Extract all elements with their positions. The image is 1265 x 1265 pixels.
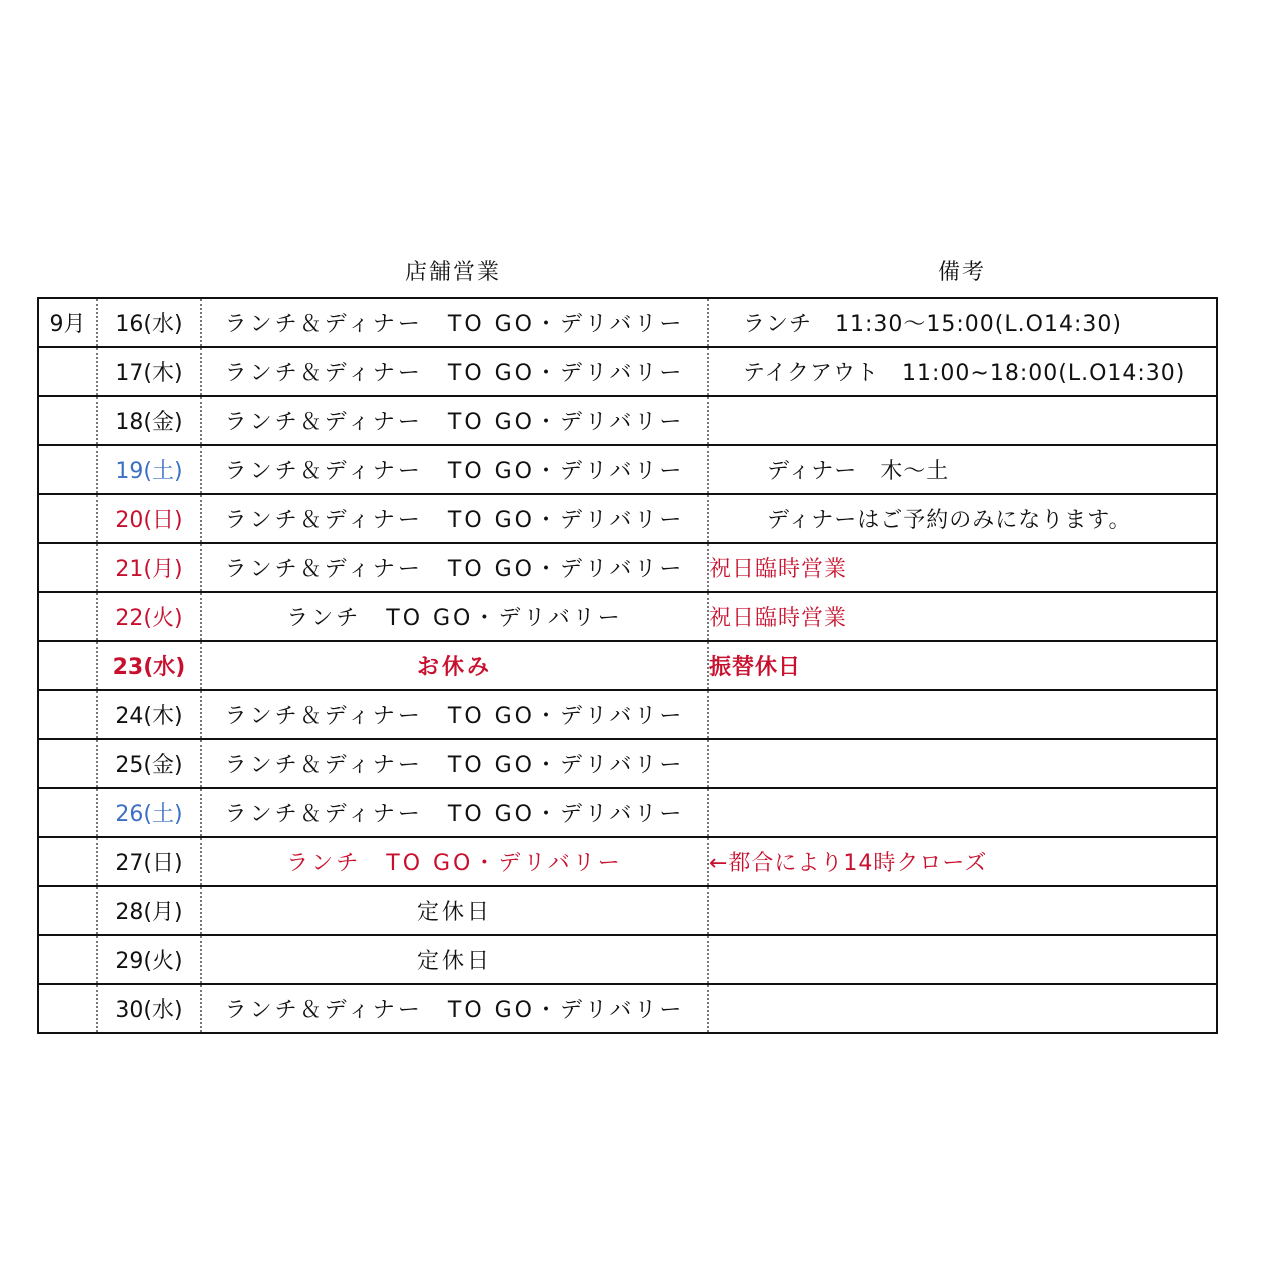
store-hours-cell: ランチ＆ディナー TO GO・デリバリー [201,543,708,592]
day-cell: 17(木) [97,347,201,396]
month-cell: 9月 [38,298,97,347]
day-cell: 21(月) [97,543,201,592]
header-notes: 備考 [938,260,987,285]
table-row [38,298,1217,347]
table-row [38,396,1217,445]
day-cell: 29(火) [97,935,201,984]
notes-cell [708,396,1217,445]
notes-cell: 祝日臨時営業 [708,543,1217,592]
month-cell [38,984,97,1033]
notes-cell [708,690,1217,739]
store-hours-cell: ランチ＆ディナー TO GO・デリバリー [201,690,708,739]
month-cell [38,543,97,592]
store-hours-cell: ランチ＆ディナー TO GO・デリバリー [201,494,708,543]
notes-cell: 振替休日 [708,641,1217,690]
table-row [38,837,1217,886]
store-hours-cell: ランチ＆ディナー TO GO・デリバリー [201,298,708,347]
day-cell: 19(土) [97,445,201,494]
day-cell: 28(月) [97,886,201,935]
day-cell: 23(水) [97,641,201,690]
month-cell [38,788,97,837]
store-hours-cell: ランチ TO GO・デリバリー [201,592,708,641]
day-cell: 16(水) [97,298,201,347]
table-row [38,690,1217,739]
month-cell [38,739,97,788]
schedule-table [37,297,1218,1034]
table-row [38,984,1217,1033]
month-cell [38,886,97,935]
month-cell [38,935,97,984]
notes-cell [708,739,1217,788]
day-cell: 18(金) [97,396,201,445]
notes-cell [708,788,1217,837]
store-hours-cell: ランチ＆ディナー TO GO・デリバリー [201,984,708,1033]
month-cell [38,396,97,445]
table-row [38,445,1217,494]
store-hours-cell: 定休日 [201,886,708,935]
table-row [38,788,1217,837]
store-hours-cell: 定休日 [201,935,708,984]
store-hours-cell: ランチ＆ディナー TO GO・デリバリー [201,445,708,494]
table-row [38,494,1217,543]
day-cell: 22(火) [97,592,201,641]
table-row [38,641,1217,690]
notes-cell: ディナー 木～土 [708,445,1217,494]
notes-cell: 祝日臨時営業 [708,592,1217,641]
month-cell [38,445,97,494]
store-hours-cell: ランチ＆ディナー TO GO・デリバリー [201,739,708,788]
month-cell [38,347,97,396]
month-cell [38,837,97,886]
day-cell: 24(木) [97,690,201,739]
notes-cell [708,886,1217,935]
notes-cell: ディナーはご予約のみになります。 [708,494,1217,543]
column-headers [0,255,1265,295]
day-cell: 27(日) [97,837,201,886]
day-cell: 25(金) [97,739,201,788]
table-row [38,886,1217,935]
day-cell: 20(日) [97,494,201,543]
store-hours-cell: ランチ＆ディナー TO GO・デリバリー [201,396,708,445]
store-hours-cell: ランチ＆ディナー TO GO・デリバリー [201,347,708,396]
store-hours-cell: ランチ＆ディナー TO GO・デリバリー [201,788,708,837]
table-row [38,592,1217,641]
day-cell: 26(土) [97,788,201,837]
table-row [38,935,1217,984]
month-cell [38,690,97,739]
notes-cell [708,984,1217,1033]
header-store-hours: 店舗営業 [405,260,502,285]
month-cell [38,494,97,543]
month-cell [38,592,97,641]
month-cell [38,641,97,690]
table-row [38,739,1217,788]
notes-cell: テイクアウト 11:00~18:00(L.O14:30) [708,347,1217,396]
store-hours-cell: ランチ TO GO・デリバリー [201,837,708,886]
notes-cell: ランチ 11:30～15:00(L.O14:30) [708,298,1217,347]
day-cell: 30(水) [97,984,201,1033]
notes-cell [708,935,1217,984]
table-row [38,543,1217,592]
table-row [38,347,1217,396]
notes-cell: ←都合により14時クローズ [708,837,1217,886]
store-hours-cell: お休み [201,641,708,690]
